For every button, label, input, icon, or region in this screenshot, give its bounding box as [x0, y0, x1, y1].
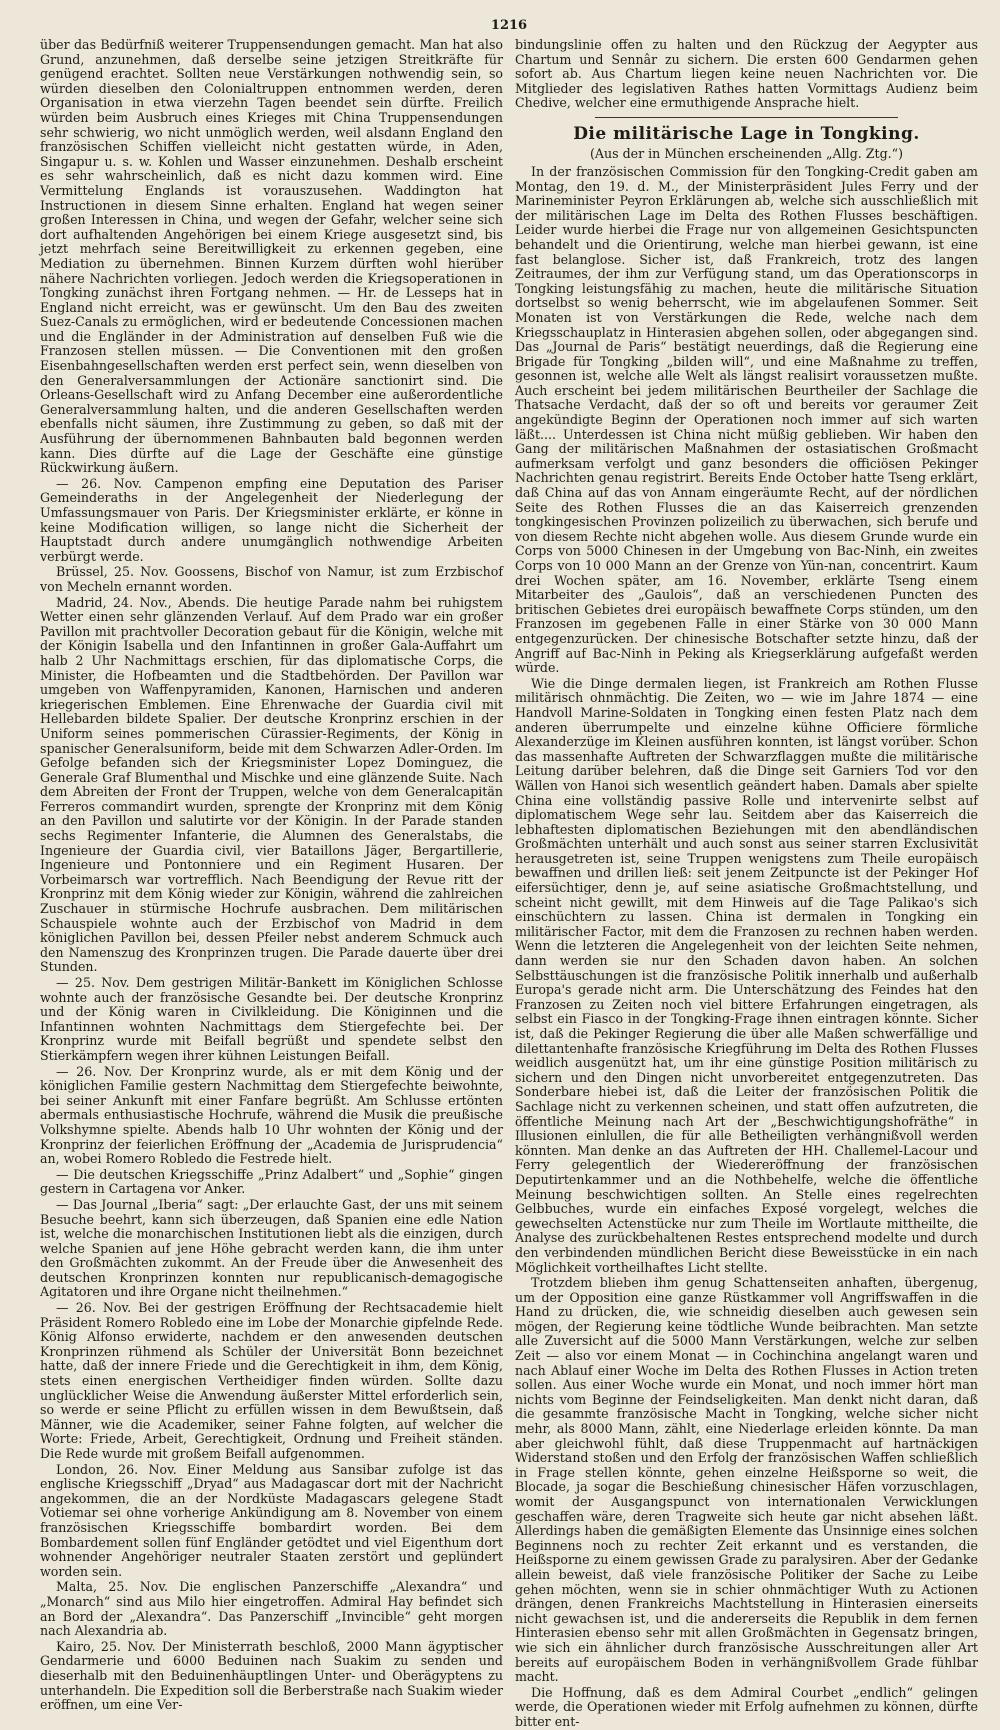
paragraph: Malta, 25. Nov. Die englischen Panzerschiffe „Alexandra“ und „Monarch“ sind aus Milo hier eingetroffen. Admiral Hay befindet sich an Bord der „Alexandra“. Das Panzerschiff „Invincible“ geht morgen nach Alexandria ab. — [40, 1579, 503, 1639]
columns — [40, 37, 978, 1729]
paragraph: London, 26. Nov. Einer Meldung aus Sansibar zufolge ist das englische Kriegsschiff „Dryad“ aus Madagascar dort mit der Nachricht angekommen, die an der Nordküste Madagascars gelegene Stadt Votiemar sei ohne vorherige Ankündigung am 8. November von einem französischen Kriegsschiffe bombardirt worden. Bei dem Bombardement sollen fünf Engländer getödtet und viel Eigenthum dort wohnender Angehöriger neutraler Staaten zerstört und geplündert worden sein. — [40, 1461, 503, 1579]
paragraph: — 26. Nov. Bei der gestrigen Eröffnung der Rechtsacademie hielt Präsident Romero Robledo eine im Lobe der Monarchie gipfelnde Rede. König Alfonso erwiderte, nachdem er den anwesenden deutschen Kronprinzen rühmend als Schüler der Universität Bonn bezeichnet hatte, daß der innere Friede und die Gerechtigkeit in ihm, dem König, stets einen energischen Vertheidiger finden würden. Sollte dazu unglücklicher Weise die Anwendung äußerster Mittel erforderlich sein, so werde er seine Pflicht zu erfüllen wissen in dem Bewußtsein, daß Männer, wie die Academiker, seiner Fahne folgten, auf welcher die Worte: Friede, Arbeit, Gerechtigkeit, Ordnung und Freiheit ständen. Die Rede wurde mit großem Beifall aufgenommen. — [40, 1300, 503, 1461]
page-number: 1216 — [490, 18, 528, 33]
paragraph: Madrid, 24. Nov., Abends. Die heutige Parade nahm bei ruhigstem Wetter einen sehr glänzenden Verlauf. Auf dem Prado war ein großer Pavillon mit prachtvoller Decoration gebaut für die Königin, welche mit der Königin Isabella und den Infantinnen in großer Gala-Auffahrt um halb 2 Uhr Nachmittags erschien, für das diplomatische Corps, die Minister, die Hofbeamten und die Stadtbehörden. Der Pavillon war umgeben von Waffenpyramiden, Kanonen, Harnischen und anderen kriegerischen Emblemen. Eine Ehrenwache der Guardia civil mit Hellebarden bildete Spalier. Der deutsche Kronprinz erschien in der Uniform seines pommerischen Cürassier-Regiments, der König in spanischer Generalsuniform, beide mit dem Schwarzen Adler-Orden. Im Gefolge befanden sich der Kriegsminister Lopez Dominguez, die Generale Graf Blumenthal und Mischke und eine glänzende Suite. Nach dem Abreiten der Front der Truppen, welche von dem Generalcapitän Ferreros commandirt wurden, sprengte der Kronprinz mit dem König an den Pavillon und salutirte vor der Königin. In der Parade standen sechs Regimenter Infanterie, die Alumnen des Generalstabs, die Ingenieure der Guardia civil, vier Bataillons Jäger, Bergartillerie, Ingenieure und Pontonniere und ein Regiment Husaren. Der Vorbeimarsch war vortrefflich. Nach Beendigung der Revue ritt der Kronprinz mit dem König wieder zur Königin, während die zahlreichen Zuschauer in stürmische Hochrufe ausbrachen. Dem militärischen Schauspiele wohnte auch der Erzbischof von Madrid in dem königlichen Pavillon bei, dessen Pfeiler nebst anderem Schmuck auch den Namenszug des Kronprinzen trugen. Die Parade dauerte über drei Stunden. — [40, 594, 503, 975]
article-title: Die militärische Lage in Tongking. — [573, 123, 920, 144]
paragraph: — 26. Nov. Campenon empfing eine Deputation des Pariser Gemeinderaths in der Angelegenheit der Niederlegung der Umfassungsmauer von Paris. Der Kriegsminister erklärte, er könne in keine Modification willigen, so lange nicht die Sicherheit der Hauptstadt durch andere unumgänglich nothwendige Arbeiten verbürgt werde. — [40, 475, 503, 564]
paragraph: — 26. Nov. Der Kronprinz wurde, als er mit dem König und der königlichen Familie gestern Nachmittag dem Stiergefechte beiwohnte, bei seiner Ankunft mit einer Fanfare begrüßt. Am Schlusse ertönten abermals enthusiastische Hochrufe, während die Musik die preußische Volkshymne spielte. Abends halb 10 Uhr wohnten der König und der Kronprinz der feierlichen Eröffnung der „Academia de Jurisprudencia“ an, wobei Romero Robledo die Festrede hielt. — [40, 1063, 503, 1167]
paragraph: — Das Journal „Iberia“ sagt: „Der erlauchte Gast, der uns mit seinem Besuche beehrt, kann sich überzeugen, daß Spanien eine edle Nation ist, welche die monarchischen Institutionen liebt als die einzigen, durch welche Spanien auf jene Höhe gebracht werden kann, die ihm unter den Großmächten zukommt. An der Freude über die Anwesenheit des deutschen Kronprinzen konnten nur republicanisch-demagogische Agitatoren und ihre Organe nicht theilnehmen.“ — [40, 1196, 503, 1300]
paragraph: Trotzdem blieben ihm genug Schattenseiten anhaften, übergenug, um der Opposition eine ganze Rüstkammer voll Angriffswaffen in die Hand zu drücken, die, wie schneidig dieselben auch gewesen sein mögen, der Regierung keine tödtliche Wunde beibrachten. Man setzte alle Zuversicht auf die 5000 Mann Verstärkungen, welche zur selben Zeit — also vor einem Monat — in Cochinchina angelangt waren und nach Ablauf einer Woche im Delta des Rothen Flusses in Action treten sollen. Aus einer Woche wurde ein Monat, und noch immer hört man nichts vom Beginne der Feindseligkeiten. Man denkt nicht daran, daß die gesammte französische Macht in Tongking, welche sicher nicht mehr, als 8000 Mann, zählt, eine Niederlage erleiden könnte. Da man aber gleichwohl fühlt, daß diese Truppenmacht auf hartnäckigen Widerstand stoßen und den Erfolg der französischen Waffen schließlich in Frage stellen könnte, gehen einzelne Heißsporne so weit, die Blocade, ja sogar die Beschießung chinesischer Häfen vorzuschlagen, womit der Ausgangspunct von internationalen Verwicklungen geschaffen wäre, deren Tragweite sich heute gar nicht absehen läßt. Allerdings haben die gemäßigten Elemente das Unsinnige eines solchen Beginnens noch zu rechter Zeit erkannt und es verstanden, die Heißsporne zu einem gewissen Grade zu paralysiren. Aber der Gedanke allein beweist, daß viele französische Politiker der Sache zu Leibe gehen möchten, wenn sie in schier ohnmächtiger Wuth zu Actionen drängen, denen Frankreichs Machtstellung in Hinterasien einerseits nicht gewachsen ist, und die andererseits die Republik in dem fernen Hinterasien ebenso sehr mit allen Großmächten in Gegensatz bringen, wie sich ein ähnlicher durch französische Ausschreitungen aller Art bereits auf europäischem Boden in verhängnißvollem Grade fühlbar macht. — [515, 1275, 978, 1685]
paragraph: über das Bedürfniß weiterer Truppensendungen gemacht. Man hat also Grund, anzunehmen, daß derselbe seine jetzigen Streitkräfte für genügend erachtet. Sollten neue Verstärkungen nothwendig sein, so würden dieselben den Colonialtruppen entnommen werden, deren Organisation in etwa vierzehn Tagen beendet sein dürfte. Freilich würden beim Ausbruch eines Krieges mit China Truppensendungen sehr schwierig, wo nicht unmöglich werden, weil alsdann England den französischen Schiffen vielleicht nicht gestatten würde, in Aden, Singapur u. s. w. Kohlen und Wasser einzunehmen. Deshalb erscheint es sehr wahrscheinlich, daß es nicht dazu kommen wird. Eine Vermittelung Englands ist vorauszusehen. Waddington hat Instructionen in diesem Sinne erhalten. England hat wegen seiner großen Interessen in China, und wegen der Gefahr, welcher seine sich dort aufhaltenden Angehörigen bei einem Kriege ausgesetzt sind, bis jetzt mehrfach seine Bereitwilligkeit zu erkennen gegeben, eine Mediation zu übernehmen. Binnen Kurzem dürften wohl hierüber nähere Nachrichten vorliegen. Jedoch werden die Kriegsoperationen in Tongking zunächst ihren Fortgang nehmen. — Hr. de Lesseps hat in England nicht erreicht, was er gewünscht. Um den Bau des zweiten Suez-Canals zu ermöglichen, wird er bedeutende Concessionen machen und die Engländer in der Administration auf denselben Fuß wie die Franzosen stellen müssen. — Die Conventionen mit den großen Eisenbahngesellschaften werden erst perfect sein, wenn dieselben von den Generalversammlungen der Actionäre sanctionirt sind. Die Orleans-Gesellschaft wird zu Anfang December eine außerordentliche Generalversammlung halten, und die anderen Gesellschaften werden ebenfalls nicht säumen, ihre Zustimmung zu geben, so daß mit der Ausführung der übernommenen Bahnbauten bald begonnen werden kann. Dies dürfte auf die Lage der Geschäfte eine günstige Rückwirkung äußern. — [40, 37, 503, 476]
right-column — [515, 37, 978, 1729]
paragraph: Kairo, 25. Nov. Der Ministerrath beschloß, 2000 Mann ägyptischer Gendarmerie und 6000 Beduinen nach Suakim zu senden und dieserhalb mit den Beduinenhäuptlingen Unter- und Oberägyptens zu unterhandeln. Die Expedition soll die Berberstraße nach Suakim wieder eröffnen, um eine Ver- — [40, 1638, 503, 1713]
paragraph: Die Hoffnung, daß es dem Admiral Courbet „endlich“ gelingen werde, die Operationen wieder mit Erfolg aufnehmen zu können, dürfte bitter ent- — [515, 1684, 978, 1729]
paragraph: Brüssel, 25. Nov. Goossens, Bischof von Namur, ist zum Erzbischof von Mecheln ernannt worden. — [40, 564, 503, 594]
paragraph: bindungslinie offen zu halten und den Rückzug der Aegypter aus Chartum und Sennâr zu sichern. Die ersten 600 Gendarmen gehen sofort ab. Aus Chartum liegen keine neuen Nachrichten vor. Die Mitglieder des legislativen Rathes hatten Vormittags Audienz beim Chedive, welcher eine ermuthigende Ansprache hielt. — [515, 37, 978, 111]
article-subtitle: (Aus der in München erscheinenden „Allg. Ztg.“) — [590, 145, 903, 161]
left-column — [40, 37, 503, 1713]
paragraph: In der französischen Commission für den Tongking-Credit gaben am Montag, den 19. d. M., der Ministerpräsident Jules Ferry und der Marineminister Peyron Erklärungen ab, welche sich ausschließlich mit der militärischen Lage im Delta des Rothen Flusses beschäftigen. Leider wurde hierbei die Frage nur von allgemeinen Gesichtspuncten behandelt und die Orientirung, welche man hierbei gewann, ist eine fast belanglose. Sicher ist, daß Frankreich, trotz des langen Zeitraumes, der ihm zur Verfügung stand, um das Operationscorps in Tongking leistungsfähig zu machen, heute die militärische Situation dortselbst so wenig beherrscht, wie im abgelaufenen Sommer. Seit Monaten ist von Verstärkungen die Rede, welche nach dem Kriegsschauplatz in Hinterasien abgehen sollen, oder abgegangen sind. Das „Journal de Paris“ bestätigt neuerdings, daß die Regierung eine Brigade für Tongking „bilden will“, und eine Maßnahme zu treffen, gesonnen ist, welche alle Welt als längst realisirt voraussetzen mußte. Auch erscheint bei jedem militärischen Beurtheiler der Sachlage die Thatsache Verdacht, daß der so oft und bereits vor geraumer Zeit angekündigte Beginn der Operationen noch immer auf sich warten läßt.... Unterdessen ist China nicht müßig geblieben. Wir haben den Gang der militärischen Maßnahmen der ostasiatischen Großmacht aufmerksam verfolgt und ganz besonders die officiösen Pekinger Nachrichten genau registrirt. Bereits Ende October hatte Tseng erklärt, daß China auf das von Annam eingeräumte Recht, auf der nördlichen Seite des Rothen Flusses die an das Kaiserreich grenzenden tongkingesischen Provinzen polizeilich zu überwachen, sich berufe und von diesem Rechte nicht abgehen wolle. Aus diesem Grunde wurde ein Corps von 5000 Chinesen in der Umgebung von Bac-Ninh, ein zweites Corps von 10 000 Mann an der Grenze von Yün-nan, concentrirt. Kaum drei Wochen später, am 16. November, erklärte Tseng einem Mitarbeiter des „Gaulois“, daß an verschiedenen Puncten des britischen Gebietes drei europäisch bewaffnete Corps stünden, um den Franzosen im gegebenen Falle in einer Stärke von 30 000 Mann entgegenzurücken. Der chinesische Botschafter setzte hinzu, daß der Angriff auf Bac-Ninh in Peking als Kriegserklärung aufgefaßt werden würde. — [515, 163, 978, 676]
paragraph: Wie die Dinge dermalen liegen, ist Frankreich am Rothen Flusse militärisch ohnmächtig. Die Zeiten, wo — wie im Jahre 1874 — eine Handvoll Marine-Soldaten in Tongking einen festen Platz nach dem anderen überrumpelte und einzelne kühne Officiere förmliche Alexanderzüge im Kleinen ausführen konnten, ist längst vorüber. Schon das massenhafte Auftreten der Schwarzflaggen mußte die militärische Leitung darüber belehren, daß die Dinge seit Garniers Tod vor den Wällen von Hanoi sich wesentlich geändert haben. Damals aber spielte China eine vollständig passive Rolle und intervenirte selbst auf diplomatischem Wege sehr lau. Seitdem aber das Kaiserreich die lebhaftesten diplomatischen Beziehungen mit den abendländischen Großmächten unterhält und auch sonst aus seiner starren Exclusivität herausgetreten ist, seine Truppen wenigstens zum Theile europäisch bewaffnen und drillen ließ: seit jenem Zeitpuncte ist der Pekinger Hof eifersüchtiger, denn je, auf seine asiatische Großmachtstellung, und scheint nicht gewillt, mit dem Hinweis auf die Tage Palikao's sich einschüchtern zu lassen. China ist dermalen in Tongking ein militärischer Factor, mit dem die Franzosen zu rechnen haben werden. Wenn die letzteren die Angelegenheit von der leichten Seite nehmen, dann werden sie nur den Schaden davon haben. An solchen Selbsttäuschungen ist die französische Politik innerhalb und außerhalb Europa's gerade nicht arm. Die Unterschätzung des Feindes hat den Franzosen zu Zeiten noch viel bittere Erfahrungen eingetragen, als selbst ein Fiasco in der Tongking-Frage ihnen eintragen könnte. Sicher ist, daß die Pekinger Regierung die über alle Maßen schwerfällige und dilettantenhafte französische Kriegführung im Delta des Rothen Flusses weidlich ausgenützt hat, um ihr eine günstige Position militärisch zu sichern und den Dingen nicht unvorbereitet entgegenzutreten. Das Sonderbare hiebei ist, daß die Leiter der französischen Politik die Sachlage nicht zu verkennen scheinen, und statt offen aufzutreten, die öffentliche Meinung nach Art der „Beschwichtigungshofräthe“ in Illusionen einlullen, die für alle Betheiligten verhängnißvoll werden könnten. Man denke an das Auftreten der HH. Challemel-Lacour und Ferry gelegentlich der Wiedereröffnung der französischen Deputirtenkammer und an die Nothbehelfe, welche die öffentliche Meinung beschwichtigen sollten. An Stelle eines regelrechten Gelbbuches, wurde ein einfaches Exposé vorgelegt, welches die gewechselten Actenstücke nur zum Theile im Wortlaute mittheilte, die Analyse des zurückbehaltenen Restes entsprechend modelte und durch den verbindenden mündlichen Bericht diese Beweisstücke in ein nach Möglichkeit vortheilhaftes Licht stellte. — [515, 675, 978, 1275]
section-divider — [595, 117, 898, 118]
paragraph: — Die deutschen Kriegsschiffe „Prinz Adalbert“ und „Sophie“ gingen gestern in Cartagena vor Anker. — [40, 1166, 503, 1197]
paragraph: — 25. Nov. Dem gestrigen Militär-Bankett im Königlichen Schlosse wohnte auch der französische Gesandte bei. Der deutsche Kronprinz und der König waren in Civilkleidung. Die Königinnen und die Infantinnen wohnten Nachmittags dem Stiergefechte bei. Der Kronprinz wurde mit Beifall begrüßt und spendete selbst den Stierkämpfern wegen ihrer kühnen Leistungen Beifall. — [40, 975, 503, 1063]
